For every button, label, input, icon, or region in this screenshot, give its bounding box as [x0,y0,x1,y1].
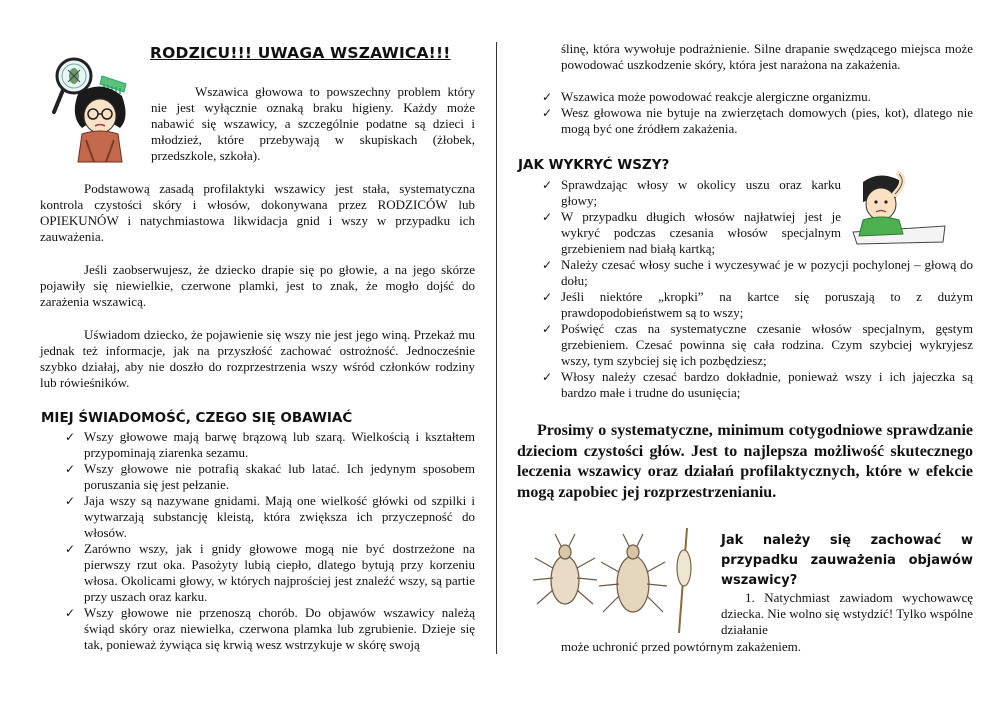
check-item: ✓ Sprawdzając włosy w okolicy uszu oraz karku głowy; [539,177,841,209]
awareness-heading: MIEJ ŚWIADOMOŚĆ, CZEGO SIĘ OBAWIAĆ [41,410,353,426]
check-item: ✓ Wszawica może powodować reakcje alergiczne organizmu. [539,89,973,105]
awareness-checklist [62,429,475,653]
appeal-paragraph: Prosimy o systematyczne, minimum cotygodniowe sprawdzanie dzieciom czystości głów. Jest to najlepsza możliwość skutecznego leczenia wszawicy oraz działań profilaktycznych, które w efekcie mogą zapobiec jej rozprzestrzenianiu. [517,422,973,501]
child-magnifier-illustration [48,54,140,166]
check-item: ✓ Jaja wszy są nazywane gnidami. Mają one wielkość główki od szpilki i wytwarzają substancję kleistą, która zwiększa ich przyczepność do włosów. [62,493,475,541]
answer-last-line: może uchronić przed powtórnym zakażeniem. [561,639,802,654]
inform-child-paragraph: Uświadom dziecko, że pojawienie się wszy nie jest jego winą. Przekaż mu jednak też informacje, jak na przyszłość zachować ostrożność. Jednocześnie szybko działaj, aby nie doszło do rozprzestrzenia wszy wśród członków rodziny lub rówieśników. [40,327,475,390]
detect-checklist [539,177,973,401]
magnifier-handle [54,90,63,112]
effects-checklist [539,89,973,137]
check-item: ✓ Wesz głowowa nie bytuje na zwierzętach domowych (pies, kot), dlatego nie mogą być one źródłem zakażenia. [539,105,973,137]
continued-paragraph: ślinę, która wywołuje podrażnienie. Silne drapanie swędzącego miejsca może powodować uszkodzenie skóry, która jest narażona na zakażenia. [561,41,973,72]
left-column [0,0,495,702]
question-heading: Jak należy się zachować w przypadku zauważenia objawów wszawicy? [721,533,973,588]
lice-illustration [529,528,709,633]
prophylaxis-paragraph: Podstawową zasadą profilaktyki wszawicy jest stała, systematyczna kontrola czystości skóry i włosów, dokonywana przez RODZICÓW lub OPIEKUNÓW i natychmiastowa likwidacja gnid i wszy w przypadku ich zauważenia. [40,181,475,244]
check-item: ✓ Wszy głowowe nie przenoszą chorób. Do objawów wszawicy należą świąd skóry oraz niewielka, czerwona plamka lub zgrubienie. Dzieje się tak, ponieważ żywiąca się krwią wesz wstrzykuje w skórę swoją [62,605,475,653]
check-item: ✓ Należy czesać włosy suche i wyczesywać je w pozycji pochylonej – głową do dołu; [539,257,973,289]
check-item: ✓ Włosy należy czesać bardzo dokładnie, ponieważ wszy i ich jajeczka są bardzo małe i trudne do usunięcia; [539,369,973,401]
louse-1 [533,534,597,604]
scratching-paragraph: Jeśli zaobserwujesz, że dziecko drapie się po głowie, a na jego skórze pojawiły się niewielkie, czerwone plamki, jest to znak, że mogło dojść do zarażenia wszawicą. [40,262,475,309]
nit-on-hair [677,528,691,633]
right-column [497,0,992,702]
check-item: ✓ Wszy głowowe mają barwę brązową lub szarą. Wielkością i kształtem przypominają ziarenka sezamu. [62,429,475,461]
body [78,131,122,162]
check-item: ✓ W przypadku długich włosów najłatwiej jest je wykryć podczas czesania włosów specjalnym grzebieniem nad białą kartką; [539,209,841,257]
check-item: ✓ Poświęć czas na systematyczne czesanie włosów specjalnym, gęstym grzebieniem. Czesać powinna się cała rodzina. Czym szybciej wykryjesz wszy, tym szybciej się ich pozbędziesz; [539,321,973,369]
answer-paragraph: 1. Natychmiast zawiadom wychowawcę dziecka. Nie wolno się wstydzić! Tylko wspólne działanie [721,590,973,637]
louse-2 [599,534,667,612]
check-item: ✓ Jeśli niektóre „kropki” na kartce się poruszają to z dużym prawdopodobieństwem są to wszy; [539,289,973,321]
page-title: RODZICU!!! UWAGA WSZAWICA!!! [150,44,451,62]
detect-heading: JAK WYKRYĆ WSZY? [518,157,670,173]
check-item: ✓ Zarówno wszy, jak i gnidy głowowe mogą nie być dostrzeżone na pierwszy rzut oka. Pasożyty lubią ciepło, dlatego bytują przy korzeniu włosa. Okolicami głowy, w których najprościej jest znaleźć wszy, są partie przy uszach oraz karku. [62,541,475,605]
intro-paragraph: Wszawica głowowa to powszechny problem który nie jest wyłącznie oznaką braku higieny. Każdy może nabawić się wszawicy, a szczególnie podatne są dzieci i młodzież, które przebywają w skupiskach (żłobek, przedszkole, szkoła). [151,84,475,163]
check-item: ✓ Wszy głowowe nie potrafią skakać lub latać. Ich jedynym sposobem poruszania się jest pełzanie. [62,461,475,493]
